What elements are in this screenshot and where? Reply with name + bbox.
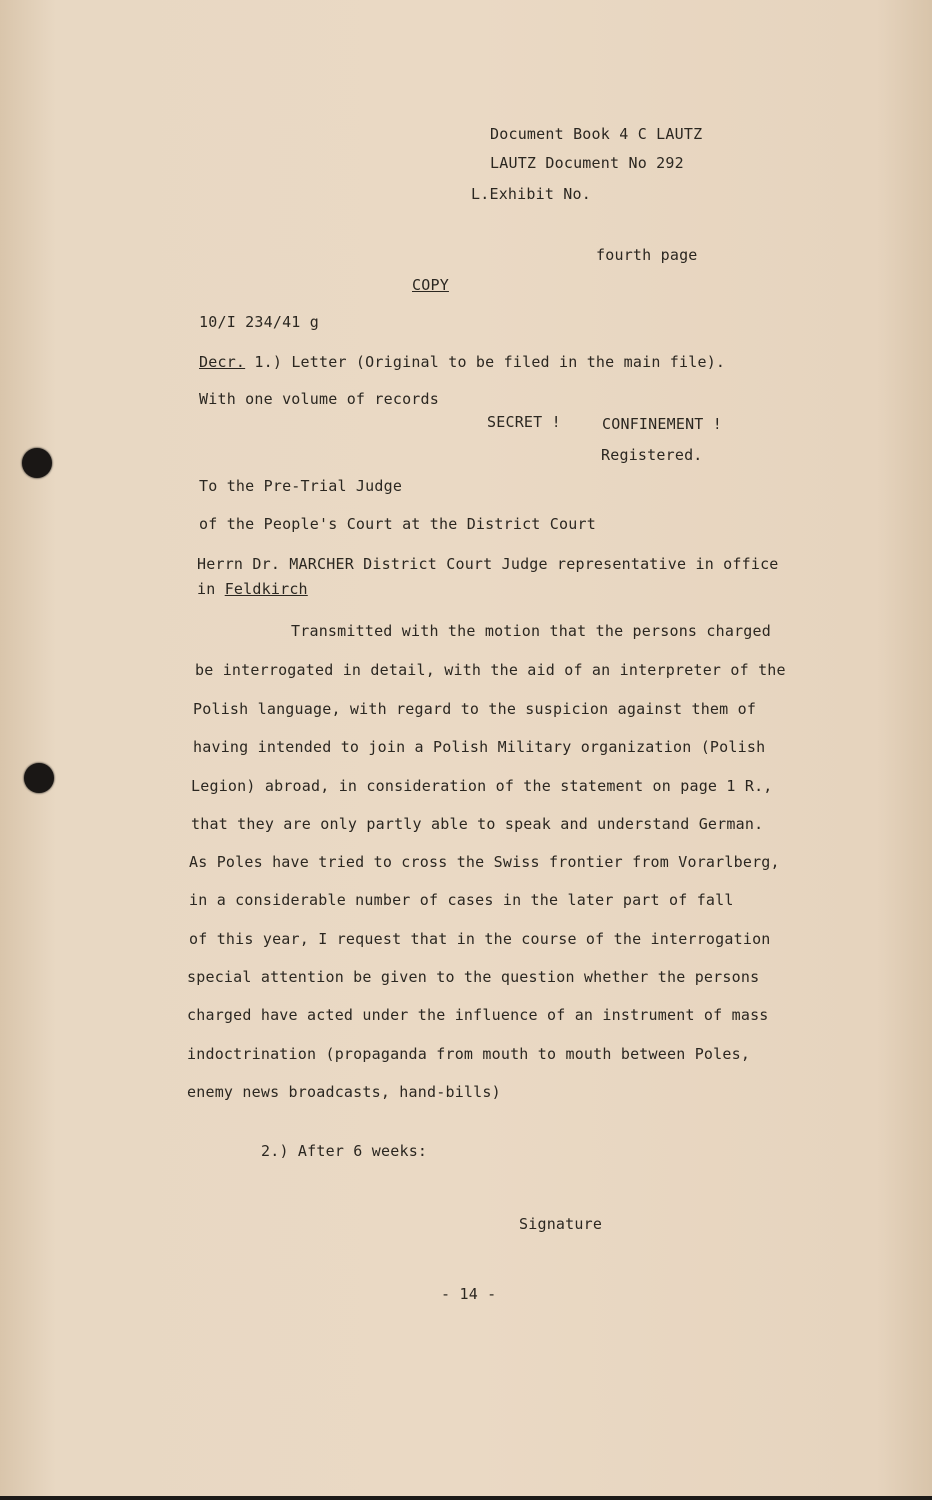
page-note: fourth page: [596, 246, 698, 264]
document-book-label: Document Book 4 C LAUTZ: [490, 125, 703, 143]
signature-label: Signature: [519, 1215, 603, 1233]
addressee-line-1: To the Pre-Trial Judge: [199, 477, 403, 495]
addressee-line-2: of the People's Court at the District Court: [199, 515, 596, 533]
body-line: be interrogated in detail, with the aid of an interpreter of the: [195, 661, 786, 679]
addressee-prefix: in: [197, 580, 225, 598]
decree-text: 1.) Letter (Original to be filed in the main file).: [254, 353, 726, 371]
punch-hole-bottom: [24, 763, 54, 793]
confinement-stamp: CONFINEMENT !: [602, 415, 722, 433]
body-line: enemy news broadcasts, hand-bills): [187, 1083, 501, 1101]
copy-label: COPY: [412, 276, 449, 294]
body-line: having intended to join a Polish Military organization (Polish: [193, 738, 766, 756]
body-line: indoctrination (propaganda from mouth to mouth between Poles,: [187, 1045, 751, 1063]
body-line: As Poles have tried to cross the Swiss frontier from Vorarlberg,: [189, 853, 780, 871]
document-number-label: LAUTZ Document No 292: [490, 154, 684, 172]
body-line: Polish language, with regard to the suspicion against them of: [193, 700, 757, 718]
body-line: of this year, I request that in the course of the interrogation: [189, 930, 771, 948]
page-bottom-edge: [0, 1496, 932, 1500]
addressee-line-3: Herrn Dr. MARCHER District Court Judge representative in office: [197, 555, 779, 573]
page-number: - 14 -: [441, 1285, 497, 1303]
secret-stamp: SECRET !: [487, 413, 561, 431]
body-line: Legion) abroad, in consideration of the statement on page 1 R.,: [191, 777, 773, 795]
exhibit-label: L.Exhibit No.: [471, 185, 591, 203]
records-line: With one volume of records: [199, 390, 439, 408]
body-line: special attention be given to the question whether the persons: [187, 968, 760, 986]
body-line: charged have acted under the influence of an instrument of mass: [187, 1006, 769, 1024]
punch-hole-top: [22, 448, 52, 478]
body-line: that they are only partly able to speak and understand German.: [191, 815, 764, 833]
item-2: 2.) After 6 weeks:: [261, 1142, 428, 1160]
addressee-line-4: [197, 580, 308, 598]
decree-line: [199, 353, 725, 371]
decree-label: Decr.: [199, 353, 246, 371]
body-line: Transmitted with the motion that the persons charged: [291, 622, 771, 640]
reference-number: 10/I 234/41 g: [199, 313, 319, 331]
registered-label: Registered.: [601, 446, 703, 464]
addressee-place: Feldkirch: [224, 580, 308, 598]
body-line: in a considerable number of cases in the later part of fall: [189, 891, 734, 909]
